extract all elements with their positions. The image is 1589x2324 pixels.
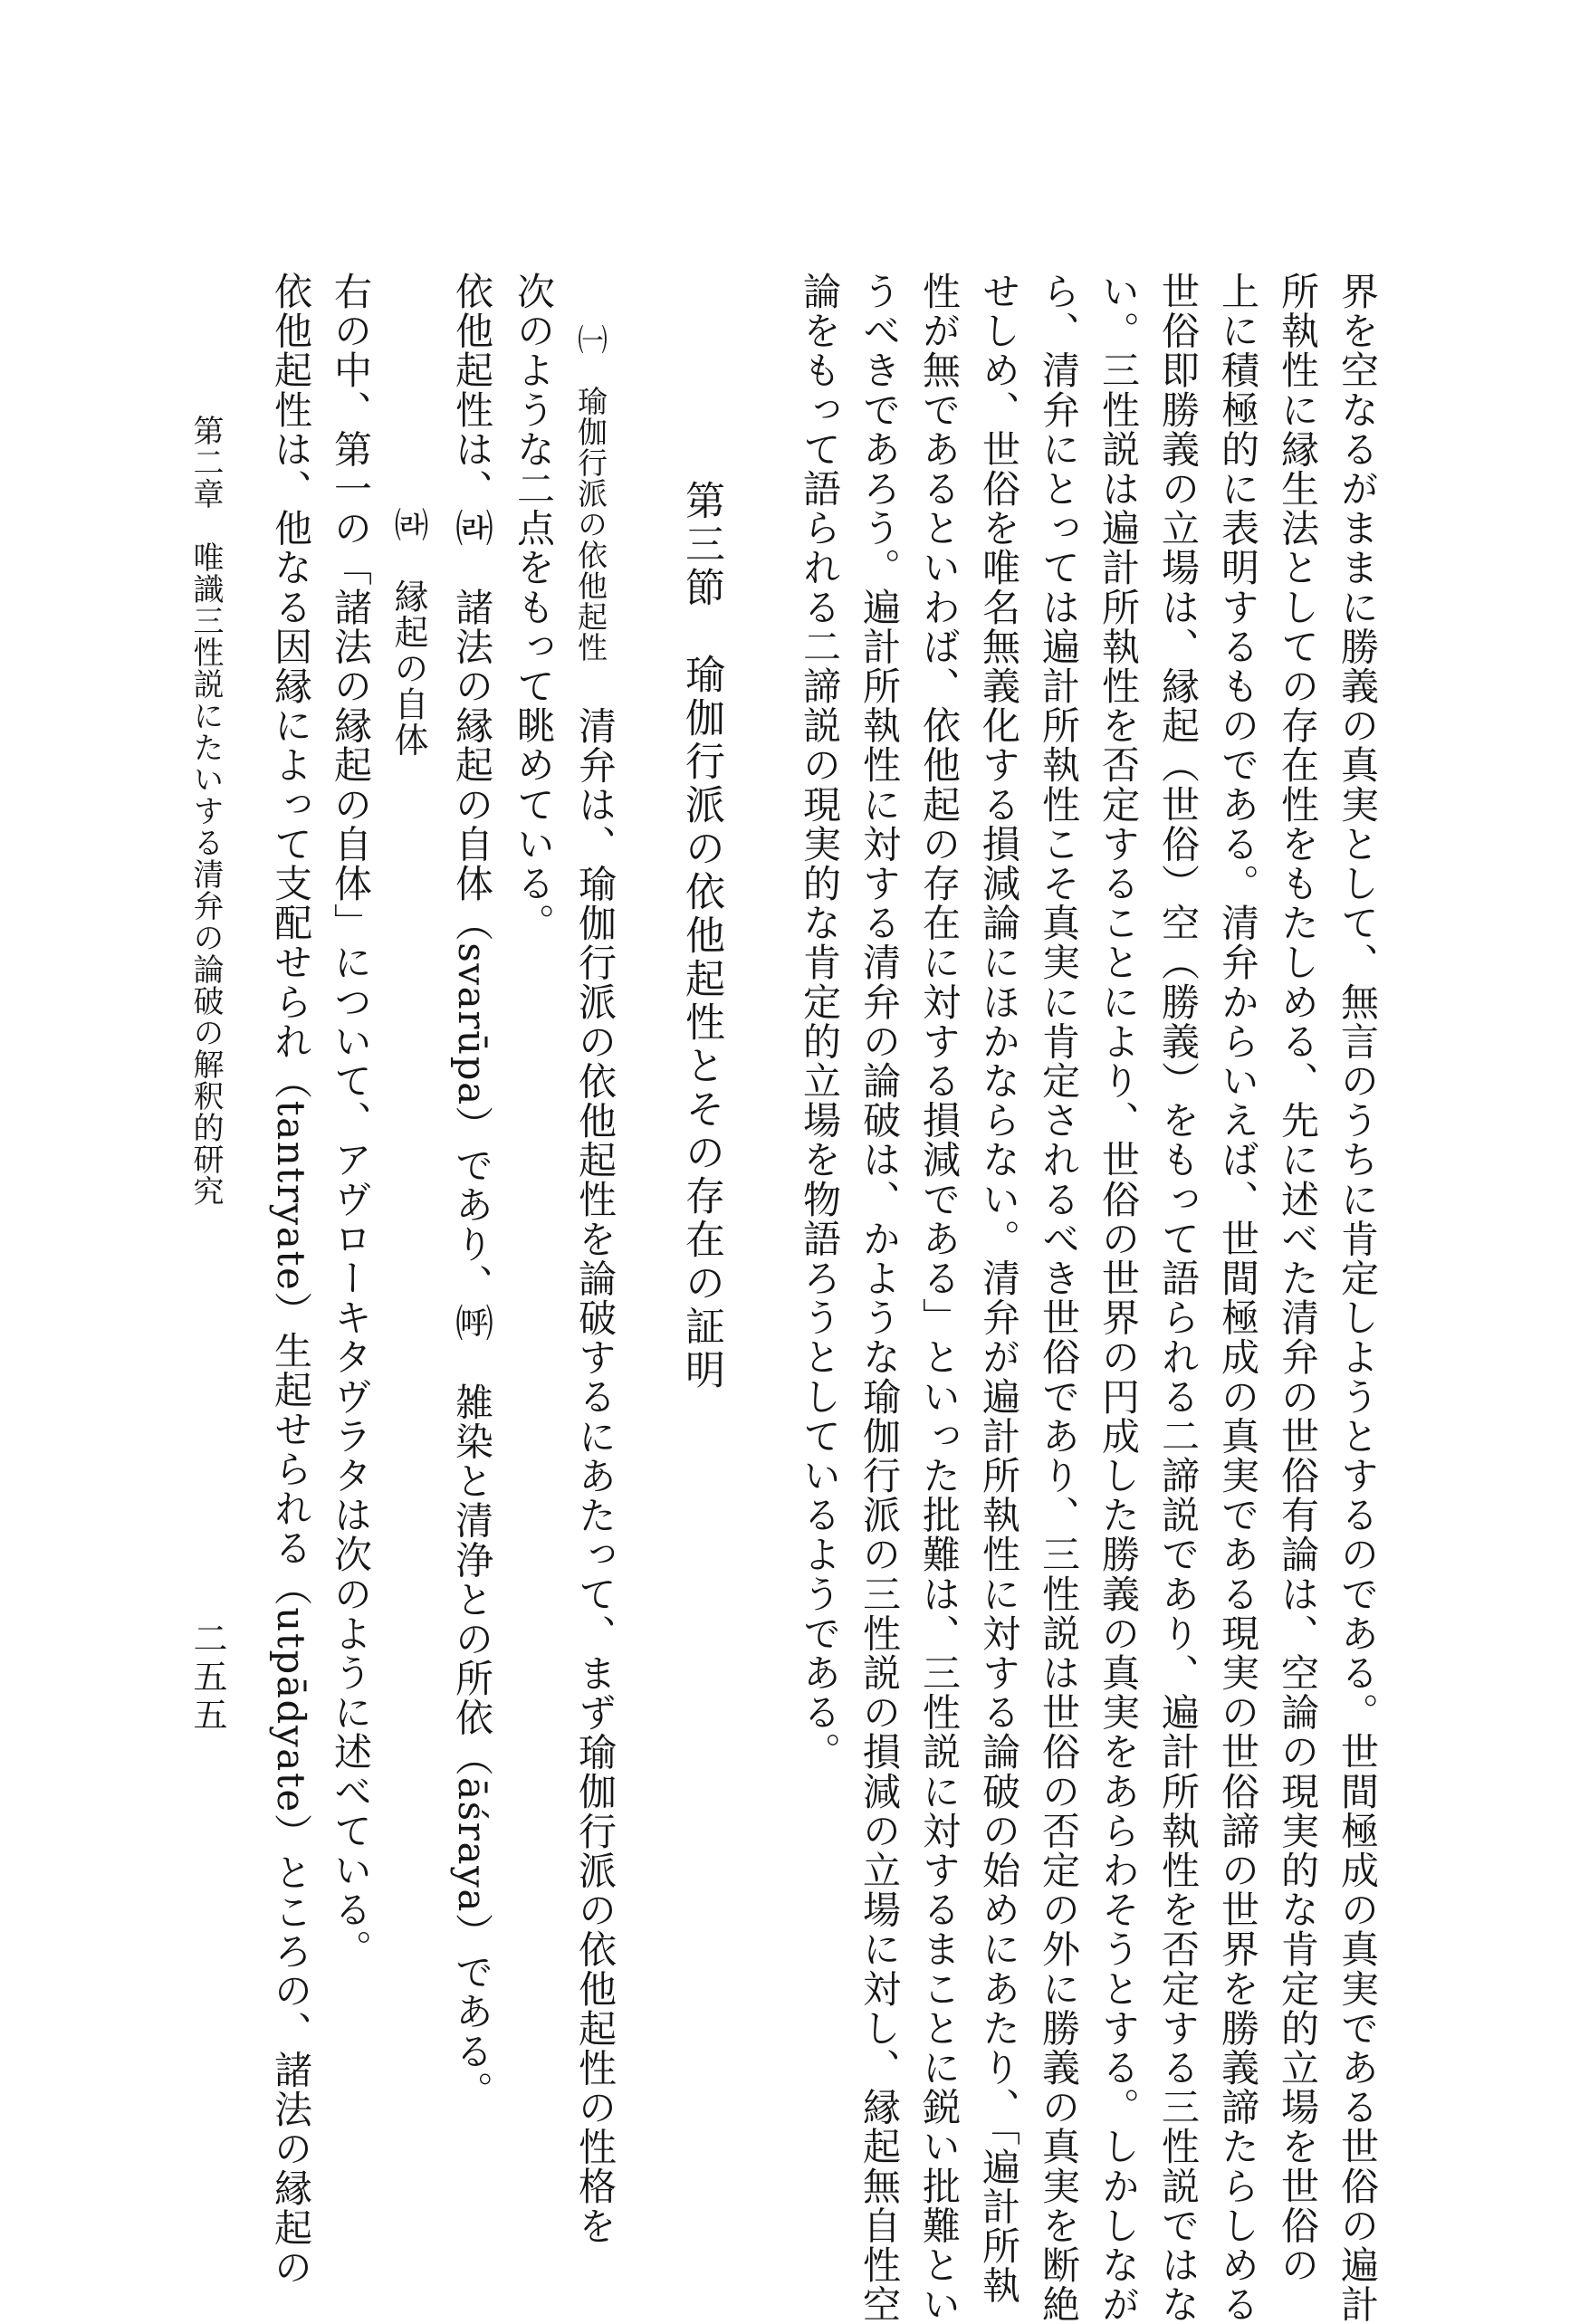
section-heading: 第三節 瑜伽行派の依他起性とその存在の証明 — [678, 480, 724, 1392]
text-column-12: 次のような二点をもって眺めている。 — [512, 272, 556, 943]
text-column-13: 依他起性は、㈑ 諸法の縁起の自体（svarūpa）であり、㈺ 雑染と清浄との所依（āśraya）である。 — [450, 272, 494, 2111]
text-column-9: うべきであろう。遍計所執性に対する清弁の論破は、かような瑜伽行派の三性説の損減の立場に対し、縁起無自性空 — [857, 272, 902, 2324]
text-column-6: ら、清弁にとっては遍計所執性こそ真実に肯定されるべき世俗であり、三性説は世俗の否定の外に勝義の真実を断絶 — [1037, 272, 1081, 2324]
text-column-7: せしめ、世俗を唯名無義化する損減論にほかならない。清弁が遍計所執性に対する論破の始めにあたり、「遍計所執 — [977, 272, 1021, 2306]
text-column-10: 論をもって語られる二諦説の現実的な肯定的立場を物語ろうとしているようである。 — [798, 272, 842, 1772]
text-column-1: 界を空なるがままに勝義の真実として、無言のうちに肯定しようとするのである。世間極成の真実である世俗の遍計 — [1335, 272, 1380, 2324]
text-column-2: 所執性に縁生法としての存在性をもたしめる、先に述べた清弁の世俗有論は、空論の現実的な肯定的立場を世俗の — [1276, 272, 1320, 2285]
page-number: 二五五 — [187, 1621, 227, 1735]
text-column-5: い。三性説は遍計所執性を否定することにより、世俗の世界の円成した勝義の真実をあらわそうとする。しかしなが — [1096, 272, 1141, 2324]
text-column-15: 依他起性は、他なる因縁によって支配せられ（tantryate）生起せられる（utpādyate）ところの、諸法の縁起の — [269, 272, 313, 2288]
item-heading: ㈑ 縁起の自体 — [388, 507, 428, 759]
text-column-3: 上に積極的に表明するものである。清弁からいえば、世間極成の真実である現実の世俗諦の世界を勝義諦たらしめる — [1216, 272, 1260, 2324]
text-column-8: 性が無であるといわば、依他起の存在に対する損減である」といった批難は、三性説に対するまことに鋭い批難とい — [917, 272, 962, 2324]
text-column-14: 右の中、第一の「諸法の縁起の自体」について、アヴローキタヴラタは次のように述べている。 — [329, 272, 373, 1969]
running-title: 第二章 唯識三性説にたいする清弁の論破の解釈的研究 — [187, 415, 224, 1207]
subsection-label: ㈠ 瑜伽行派の依他起性 — [573, 324, 608, 663]
text-column-11: 清弁は、瑜伽行派の依他起性を論破するにあたって、まず瑜伽行派の依他起性の性格を — [573, 706, 617, 2246]
text-column-4: 世俗即勝義の立場は、縁起（世俗）空（勝義）をもって語られる二諦説であり、遍計所執性を否定する三性説ではな — [1156, 272, 1201, 2324]
